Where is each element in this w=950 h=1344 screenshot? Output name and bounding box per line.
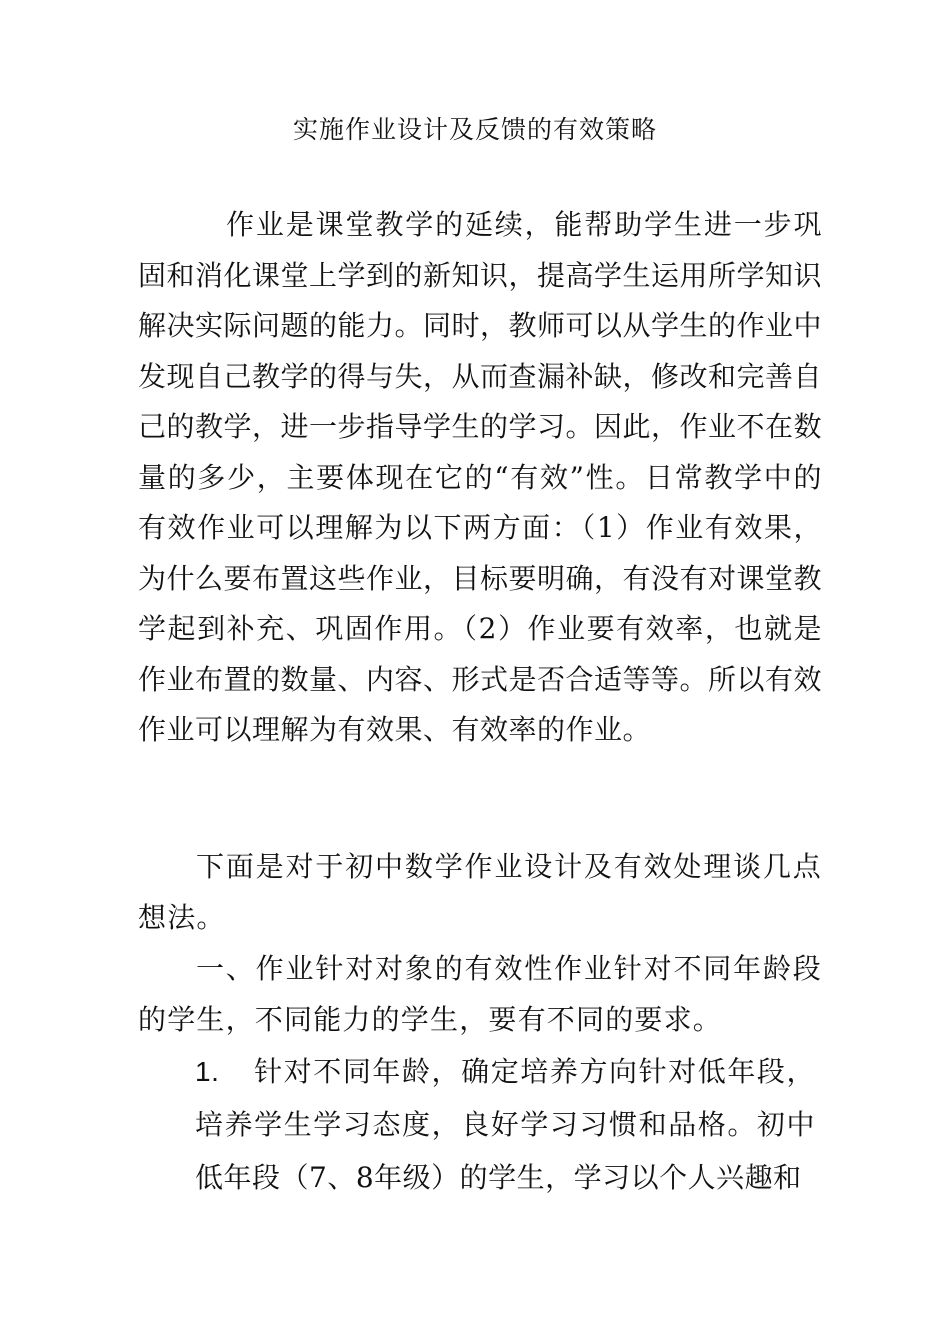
- list-item: [195, 1045, 815, 1204]
- paragraph-intro: 作业是课堂教学的延续，能帮助学生进一步巩固和消化课堂上学到的新知识，提高学生运用所学知识解决实际问题的能力。同时，教师可以从学生的作业中发现自己教学的得与失，从而查漏补缺，修改和完善自己的教学，进一步指导学生的学习。因此，作业不在数量的多少，主要体现在它的“有效”性。日常教学中的有效作业可以理解为以下两方面：（1）作业有效果，为什么要布置这些作业，目标要明确，有没有对课堂教学起到补充、巩固作用。（2）作业要有效率，也就是作业布置的数量、内容、形式是否合适等等。所以有效作业可以理解为有效果、有效率的作业。: [138, 208, 823, 746]
- list-item-text: 针对不同年龄，确定培养方向针对低年段，培养学生学习态度，良好学习习惯和品格。初中低年段（7、8年级）的学生，学习以个人兴趣和: [195, 1055, 815, 1194]
- document-title: 实施作业设计及反馈的有效策略: [292, 115, 657, 144]
- paragraph-transition: 下面是对于初中数学作业设计及有效处理谈几点想法。: [138, 850, 822, 934]
- list-item-number: 1.: [195, 1056, 220, 1087]
- section-heading-paragraph: 一、作业针对对象的有效性作业针对不同年龄段的学生，不同能力的学生，要有不同的要求。: [138, 952, 822, 1036]
